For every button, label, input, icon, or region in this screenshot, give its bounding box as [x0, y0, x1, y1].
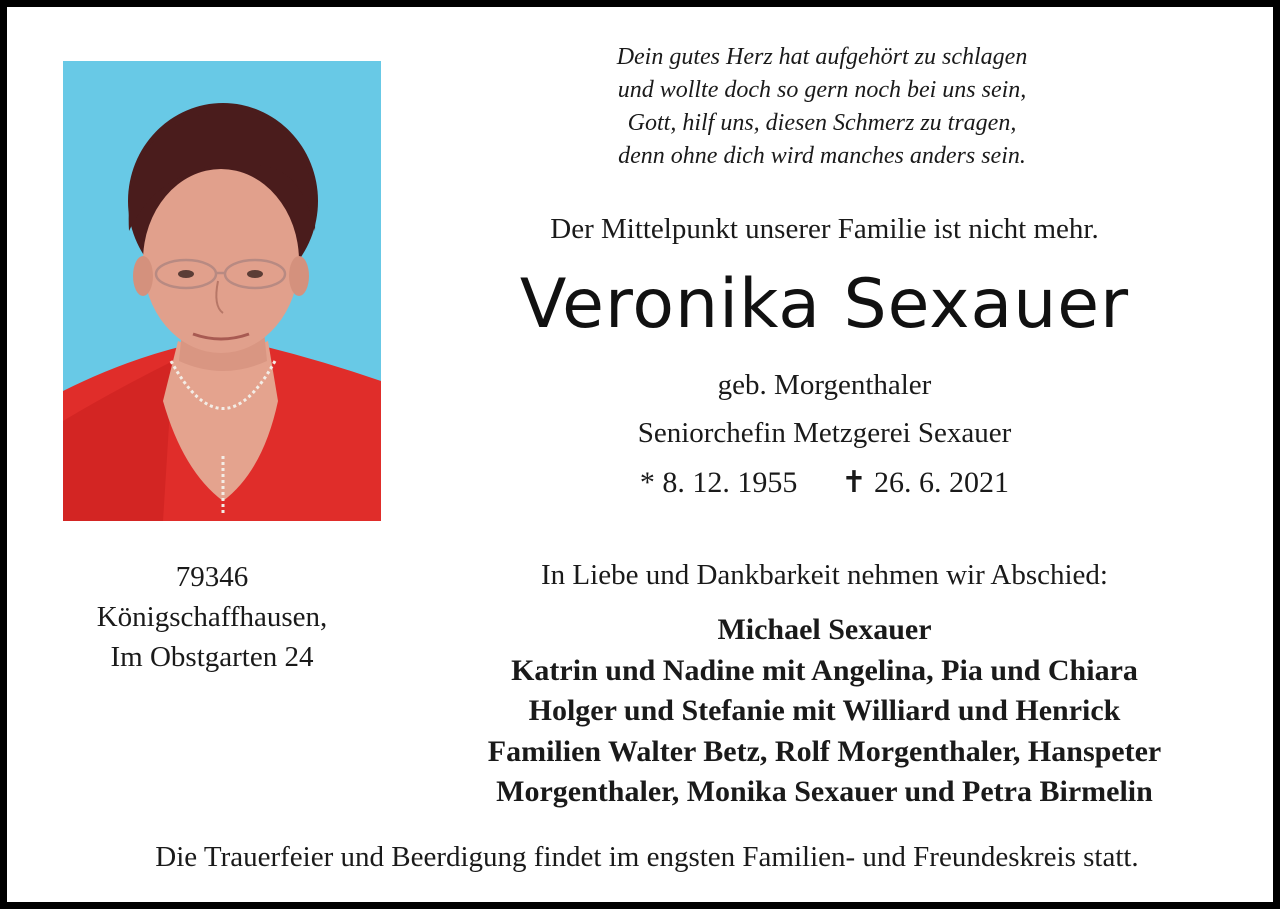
- birth-name: geb. Morgenthaler: [717, 369, 932, 401]
- deceased-name: Veronika Sexauer: [519, 265, 1130, 344]
- mourners-list: [427, 610, 1222, 813]
- mourner-line: Familien Walter Betz, Rolf Morgenthaler, Hanspeter: [487, 734, 1162, 768]
- street: Im Obstgarten 24: [110, 641, 314, 673]
- poem-line: und wollte doch so gern noch bei uns sein,: [617, 77, 1027, 103]
- mourner-line: Michael Sexauer: [717, 613, 932, 646]
- birth-date: * 8. 12. 1955: [639, 466, 798, 499]
- intro-sentence: Der Mittelpunkt unserer Familie ist nicht mehr.: [550, 213, 1099, 245]
- town: Königschaffhausen,: [96, 601, 328, 633]
- farewell-line: In Liebe und Dankbarkeit nehmen wir Abschied:: [541, 559, 1108, 591]
- occupation: Seniorchefin Metzgerei Sexauer: [637, 417, 1012, 449]
- poem-line: Dein gutes Herz hat aufgehört zu schlagen: [616, 44, 1028, 70]
- life-dates: [427, 465, 1222, 500]
- address-block: [47, 557, 377, 677]
- ceremony-note: Die Trauerfeier und Beerdigung findet im engsten Familien- und Freundeskreis statt.: [155, 841, 1139, 873]
- mourner-line: Holger und Stefanie mit Williard und Henrick: [528, 694, 1121, 727]
- memorial-poem: [467, 41, 1177, 173]
- mourner-line: Katrin und Nadine mit Angelina, Pia und Chiara: [511, 653, 1138, 687]
- death-date: ✝ 26. 6. 2021: [841, 466, 1010, 499]
- postal-code: 79346: [175, 561, 249, 593]
- poem-line: denn ohne dich wird manches anders sein.: [618, 143, 1026, 169]
- poem-line: Gott, hilf uns, diesen Schmerz zu tragen,: [627, 110, 1017, 136]
- portrait-photo: [63, 61, 381, 521]
- mourner-line: Morgenthaler, Monika Sexauer und Petra Birmelin: [496, 775, 1153, 808]
